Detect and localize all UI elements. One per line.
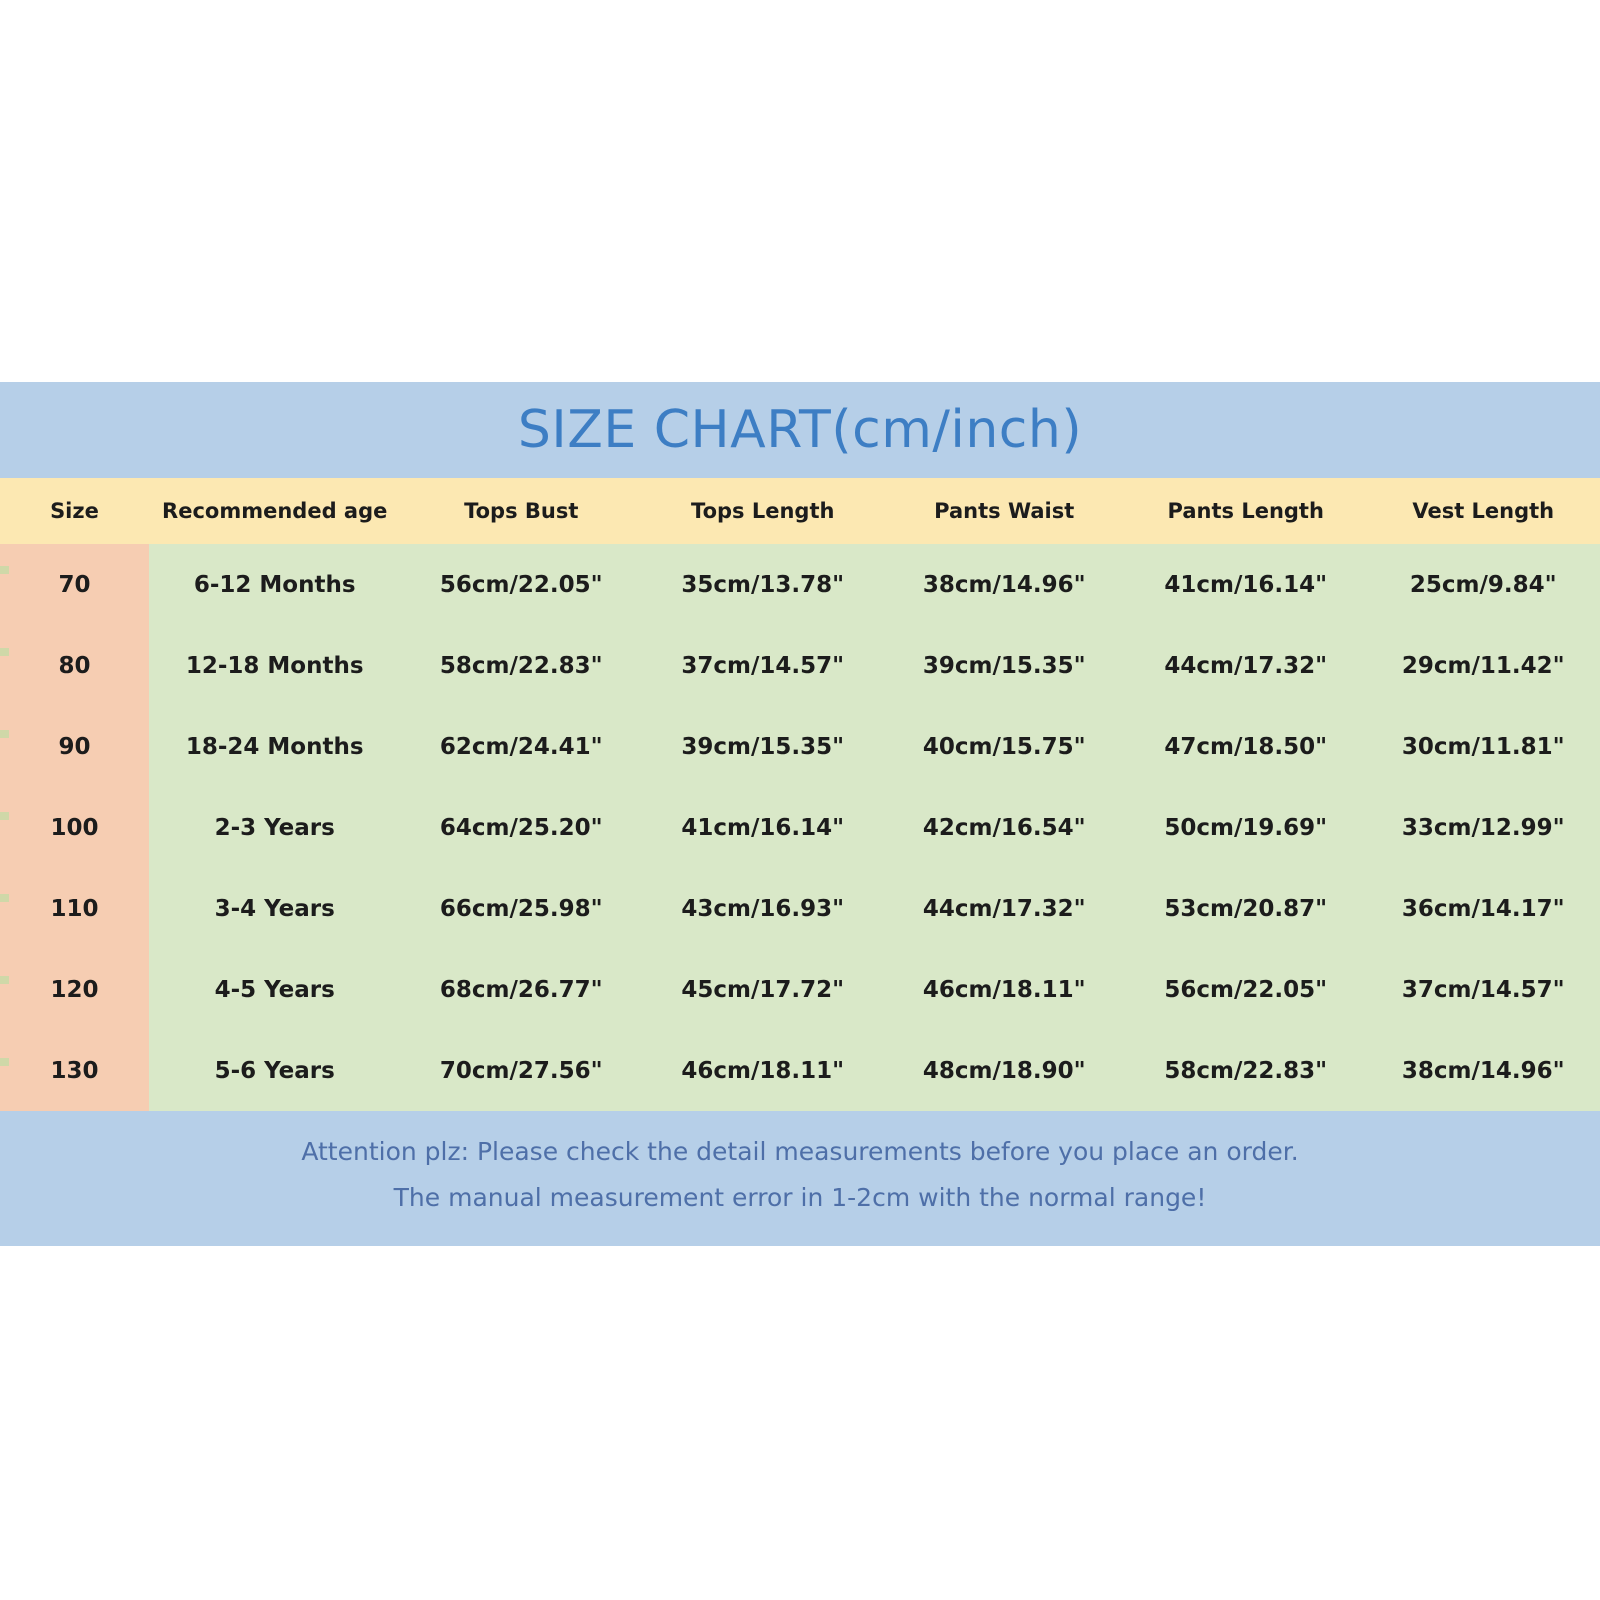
cell-pants-length: 58cm/22.83" [1125, 1030, 1367, 1111]
cell-tops-length: 39cm/15.35" [642, 706, 884, 787]
chart-title-bar [0, 382, 1600, 478]
cell-tops-length: 43cm/16.93" [642, 868, 884, 949]
cell-tops-length: 35cm/13.78" [642, 544, 884, 625]
cell-size: 130 [0, 1030, 149, 1111]
cell-tops-bust: 70cm/27.56" [400, 1030, 642, 1111]
cell-size: 80 [0, 625, 149, 706]
cell-pants-waist: 42cm/16.54" [883, 787, 1125, 868]
cell-pants-length: 56cm/22.05" [1125, 949, 1367, 1030]
edge-marker [0, 730, 9, 738]
cell-tops-bust: 62cm/24.41" [400, 706, 642, 787]
cell-pants-length: 50cm/19.69" [1125, 787, 1367, 868]
cell-pants-length: 47cm/18.50" [1125, 706, 1367, 787]
cell-tops-length: 37cm/14.57" [642, 625, 884, 706]
column-header-tops-length: Tops Length [642, 478, 884, 544]
cell-pants-waist: 44cm/17.32" [883, 868, 1125, 949]
cell-size: 100 [0, 787, 149, 868]
edge-marker [0, 976, 9, 984]
attention-note-line-1: Attention plz: Please check the detail measurements before you place an order. [301, 1137, 1299, 1166]
table-row [0, 544, 1600, 625]
cell-pants-waist: 46cm/18.11" [883, 949, 1125, 1030]
cell-pants-length: 41cm/16.14" [1125, 544, 1367, 625]
cell-recommended-age: 3-4 Years [149, 868, 401, 949]
size-chart-block [0, 382, 1600, 1246]
cell-recommended-age: 2-3 Years [149, 787, 401, 868]
edge-marker [0, 648, 9, 656]
cell-size: 70 [0, 544, 149, 625]
table-row [0, 949, 1600, 1030]
size-chart-table [0, 478, 1600, 1111]
column-header-pants-length: Pants Length [1125, 478, 1367, 544]
cell-vest-length: 25cm/9.84" [1366, 544, 1600, 625]
cell-recommended-age: 18-24 Months [149, 706, 401, 787]
column-header-vest-length: Vest Length [1366, 478, 1600, 544]
cell-tops-bust: 64cm/25.20" [400, 787, 642, 868]
cell-tops-bust: 66cm/25.98" [400, 868, 642, 949]
table-row [0, 868, 1600, 949]
cell-tops-length: 46cm/18.11" [642, 1030, 884, 1111]
cell-vest-length: 30cm/11.81" [1366, 706, 1600, 787]
cell-pants-waist: 48cm/18.90" [883, 1030, 1125, 1111]
cell-tops-bust: 58cm/22.83" [400, 625, 642, 706]
cell-tops-length: 45cm/17.72" [642, 949, 884, 1030]
cell-recommended-age: 6-12 Months [149, 544, 401, 625]
table-row [0, 625, 1600, 706]
table-header-row [0, 478, 1600, 544]
cell-recommended-age: 4-5 Years [149, 949, 401, 1030]
cell-pants-length: 53cm/20.87" [1125, 868, 1367, 949]
column-header-size: Size [0, 478, 149, 544]
edge-marker [0, 1058, 9, 1066]
cell-size: 90 [0, 706, 149, 787]
edge-marker [0, 894, 9, 902]
chart-footer-bar [0, 1111, 1600, 1246]
cell-vest-length: 36cm/14.17" [1366, 868, 1600, 949]
column-header-pants-waist: Pants Waist [883, 478, 1125, 544]
column-header-tops-bust: Tops Bust [400, 478, 642, 544]
edge-marker [0, 812, 9, 820]
column-header-recommended-age: Recommended age [149, 478, 401, 544]
cell-vest-length: 38cm/14.96" [1366, 1030, 1600, 1111]
cell-pants-waist: 38cm/14.96" [883, 544, 1125, 625]
cell-pants-waist: 40cm/15.75" [883, 706, 1125, 787]
cell-size: 120 [0, 949, 149, 1030]
table-row [0, 1030, 1600, 1111]
cell-tops-bust: 68cm/26.77" [400, 949, 642, 1030]
cell-recommended-age: 12-18 Months [149, 625, 401, 706]
cell-vest-length: 37cm/14.57" [1366, 949, 1600, 1030]
cell-tops-length: 41cm/16.14" [642, 787, 884, 868]
cell-pants-length: 44cm/17.32" [1125, 625, 1367, 706]
cell-pants-waist: 39cm/15.35" [883, 625, 1125, 706]
cell-tops-bust: 56cm/22.05" [400, 544, 642, 625]
attention-note-line-2: The manual measurement error in 1-2cm with the normal range! [393, 1183, 1207, 1213]
page-title: SIZE CHART(cm/inch) [517, 400, 1083, 460]
table-row [0, 706, 1600, 787]
edge-marker [0, 566, 9, 574]
cell-recommended-age: 5-6 Years [149, 1030, 401, 1111]
cell-size: 110 [0, 868, 149, 949]
cell-vest-length: 29cm/11.42" [1366, 625, 1600, 706]
table-row [0, 787, 1600, 868]
cell-vest-length: 33cm/12.99" [1366, 787, 1600, 868]
